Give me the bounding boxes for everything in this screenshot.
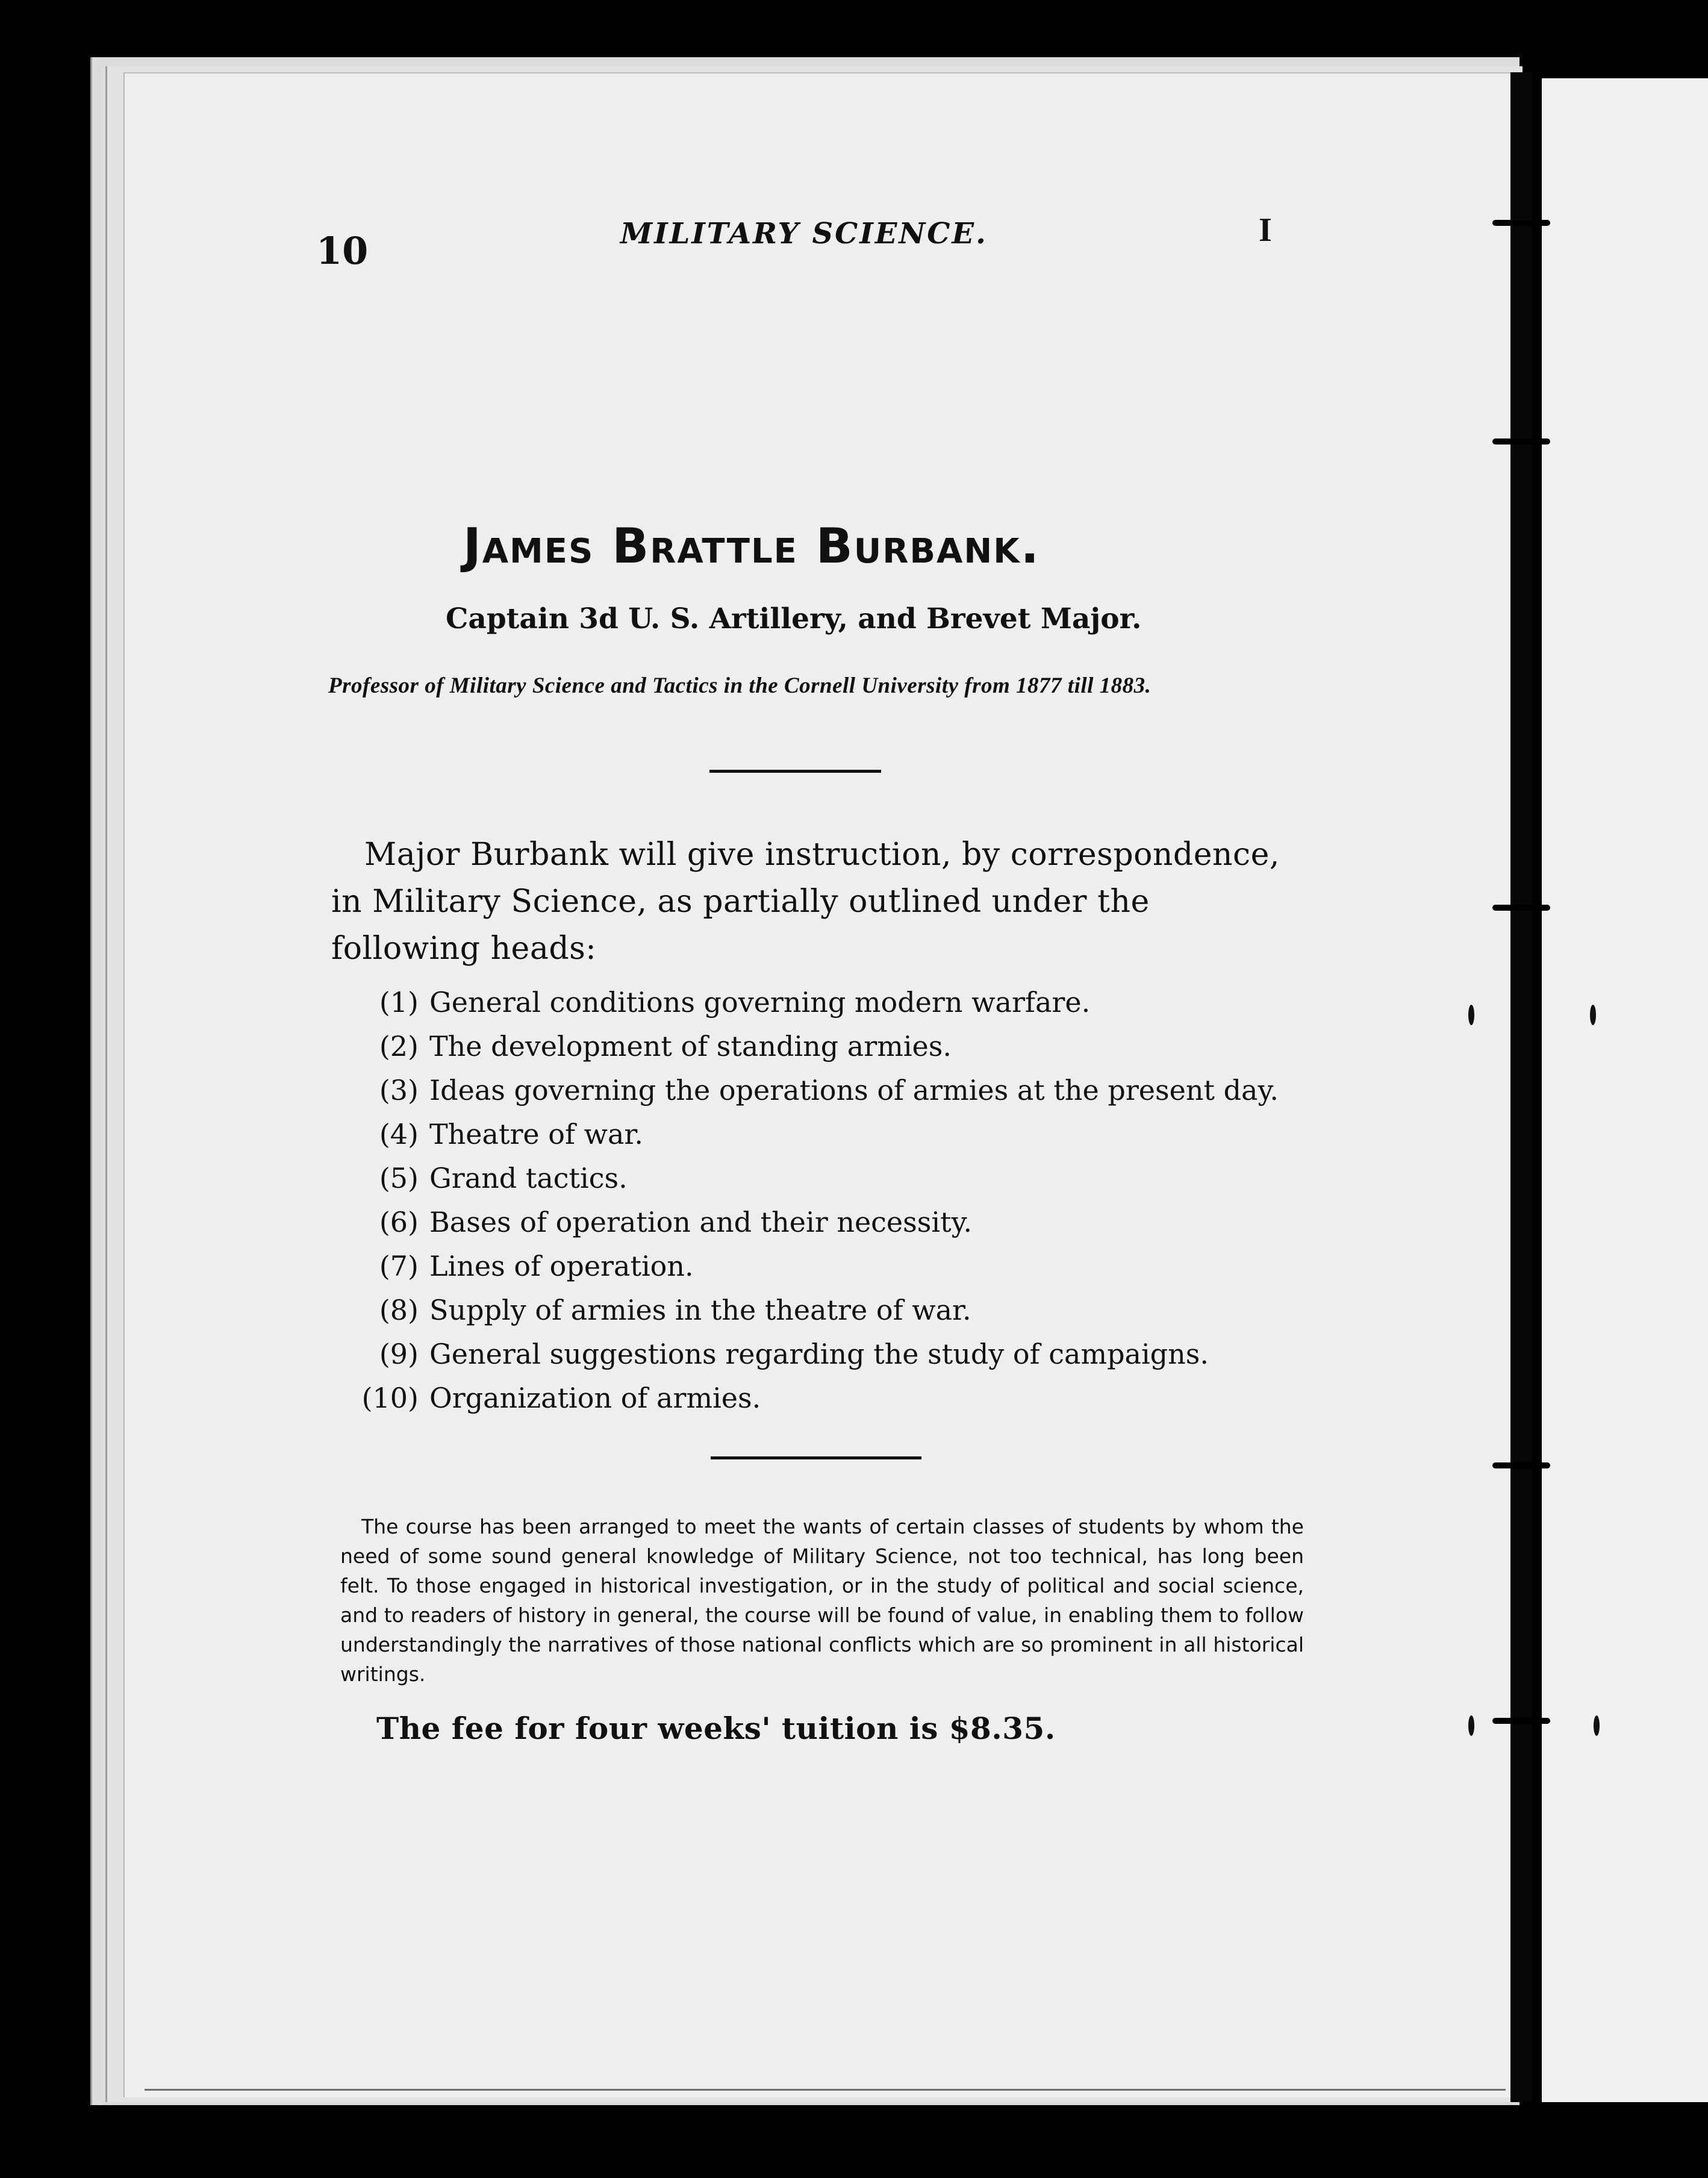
binding-stitch [1492,1462,1550,1468]
list-item-text: Grand tactics. [429,1162,628,1194]
list-item [349,1244,1253,1288]
binding-spine [1510,72,1532,2102]
list-item-number: (9) [379,1338,419,1370]
list-item-text: Organization of armies. [429,1382,761,1414]
rank-line: Captain 3d U. S. Artillery, and Brevet Major. [446,602,1142,635]
section-divider [711,1456,921,1459]
course-note: The course has been arranged to meet the wants of certain classes of students by whom the need of some sound general knowledge of Military Science, not too technical, has long been felt. To those engaged in historical investigation, or in the study of political and social science, and to readers of history in general, the course will be found of value, in enabling them to follow understandingly the narratives of those national conflicts which are so prominent in all historical writings. [340,1515,1304,1686]
list-item [349,1112,1253,1156]
list-item-number: (6) [379,1206,419,1238]
list-item-number: (5) [379,1162,419,1194]
section-divider [709,770,881,773]
fee-line: The fee for four weeks' tuition is $8.35. [376,1711,1056,1746]
binding-stitch [1492,438,1550,445]
professorship-line: Professor of Military Science and Tactics in the Cornell University from 1877 till 1883. [328,673,1152,698]
list-item-text: The development of standing armies. [429,1030,952,1062]
list-item [349,981,1253,1025]
intro-paragraph: Major Burbank will give instruction, by correspondence, in Military Science, as partially outlined under the following heads: [331,837,1280,967]
list-item-text: Supply of armies in the theatre of war. [429,1294,971,1326]
list-item [349,1332,1253,1376]
list-item [349,1288,1253,1332]
binding-stitch-mark [1590,1005,1596,1025]
list-item [349,1376,1253,1420]
list-item-text: General conditions governing modern warfare. [429,986,1091,1019]
list-item [349,1025,1253,1069]
list-item-number: (1) [379,986,419,1019]
list-item-text: Theatre of war. [429,1118,643,1150]
page-number: 10 [316,229,369,273]
topic-list [349,981,1279,1420]
facing-page [1542,78,1708,2102]
list-item-text: General suggestions regarding the study of campaigns. [429,1338,1209,1370]
list-item-number: (3) [379,1074,419,1106]
page-bottom-edge [145,2089,1506,2091]
binding-stitch [1492,1718,1550,1724]
binding-stitch-mark [1468,1715,1474,1736]
list-item [349,1200,1253,1244]
binding-stitch [1492,905,1550,911]
name-heading: James Brattle Burbank. [463,518,1041,574]
list-item-text: Bases of operation and their necessity. [429,1206,973,1238]
list-item-number: (7) [379,1250,419,1282]
list-item [349,1156,1253,1200]
list-item-text: Ideas governing the operations of armies at the present day. [429,1074,1279,1106]
list-item-number: (4) [379,1118,419,1150]
binding-stitch-mark [1594,1715,1600,1736]
list-item-number: (8) [379,1294,419,1326]
running-title: MILITARY SCIENCE. [620,217,988,251]
binding-stitch-mark [1468,1005,1474,1025]
list-item [349,1069,1279,1112]
binding-stitch [1492,220,1550,226]
list-item-number: (2) [379,1030,419,1062]
signature-mark: I [1259,211,1272,249]
list-item-text: Lines of operation. [429,1250,694,1282]
list-item-number: (10) [361,1382,419,1414]
